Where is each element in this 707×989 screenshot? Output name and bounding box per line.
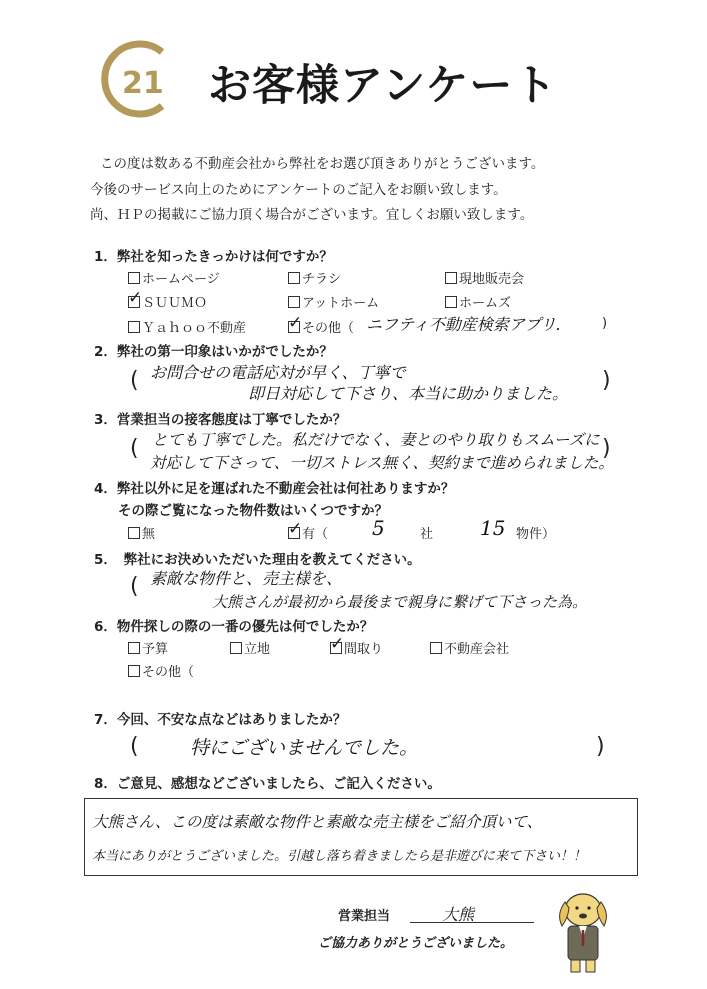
q6-option-floorplan: ✓ 間取り xyxy=(330,634,384,657)
century21-logo-icon xyxy=(98,38,180,120)
q6-option-other: その他（ xyxy=(128,661,194,680)
q2-open-paren: ( xyxy=(130,368,139,393)
staff-name: 大熊 xyxy=(442,905,475,924)
q1-option-open-house: 現地販売会 xyxy=(445,268,524,287)
dog-mascot-icon xyxy=(552,884,614,976)
checkbox[interactable] xyxy=(128,272,140,284)
q4-property-unit: 物件） xyxy=(516,527,556,542)
intro-line-1: この度は数ある不動産会社から弊社をお選び頂きありがとうございます。 xyxy=(100,156,545,172)
q1-close-paren: ) xyxy=(602,316,608,331)
checkbox[interactable] xyxy=(128,665,140,677)
q2-answer-line-1: お問合せの電話応対が早く、丁寧で xyxy=(150,363,406,382)
q3-answer-line-1: とても丁寧でした。私だけでなく、妻とのやり取りもスムーズに xyxy=(152,431,600,449)
q6-option-company: 不動産会社 xyxy=(430,638,509,657)
q1-other-answer: ニフティ不動産検索アプリ． xyxy=(366,315,572,334)
logo-text: 21 xyxy=(122,66,164,101)
q8-question: 8．ご意見、感想などございましたら、ご記入ください。 xyxy=(94,776,441,792)
checkbox[interactable] xyxy=(445,296,457,308)
q1-option-suumo: ✓ ＳＵＵＭＯ xyxy=(128,288,208,311)
q4-option-none: 無 xyxy=(128,523,155,542)
q5-open-paren: ( xyxy=(130,574,139,599)
checkbox[interactable] xyxy=(128,527,140,539)
q6-option-budget: 予算 xyxy=(128,638,168,657)
q3-answer-line-2: 対応して下さって、一切ストレス無く、契約まで進められました。 xyxy=(150,454,614,472)
checkbox-checked[interactable] xyxy=(288,313,303,333)
check-mark-icon: ✓ xyxy=(330,634,345,654)
q7-question: 7．今回、不安な点などはありましたか？ xyxy=(94,712,347,728)
q1-question: 1．弊社を知ったきっかけは何ですか？ xyxy=(94,249,333,265)
q2-answer-line-2: 即日対応して下さり、本当に助かりました。 xyxy=(248,384,569,403)
mascot xyxy=(552,884,614,976)
page-title: お客様アンケート xyxy=(208,61,558,111)
thanks-text: ご協力ありがとうございました。 xyxy=(318,936,514,951)
intro-line-3: 尚、ＨＰの掲載にご協力頂く場合がございます。宜しくお願い致します。 xyxy=(90,207,534,223)
q1-option-other: ✓ その他（ xyxy=(288,313,355,336)
checkbox[interactable] xyxy=(430,642,442,654)
q4-subquestion: その際ご覧になった物件数はいくつですか？ xyxy=(118,503,388,519)
checkbox[interactable] xyxy=(128,642,140,654)
q4-company-unit: 社 xyxy=(420,527,434,542)
checkbox[interactable] xyxy=(128,321,140,333)
q2-question: 2．弊社の第一印象はいかがでしたか？ xyxy=(94,344,333,360)
staff-label: 営業担当 xyxy=(338,909,391,924)
q3-open-paren: ( xyxy=(130,436,139,461)
q1-option-homepage: ホームページ xyxy=(128,268,220,287)
checkbox[interactable] xyxy=(288,296,300,308)
q2-close-paren: ) xyxy=(602,368,611,393)
q3-question: 3．営業担当の接客態度は丁寧でしたか？ xyxy=(94,412,347,428)
q5-question: 5． 弊社にお決めいただいた理由を教えてください。 xyxy=(94,552,421,568)
q4-company-count: 5 xyxy=(372,516,385,540)
q5-answer-line-2: 大熊さんが最初から最後まで親身に繋げて下さった為。 xyxy=(212,593,588,611)
q4-property-count: 15 xyxy=(480,516,506,540)
q5-answer-line-1: 素敵な物件と、売主様を、 xyxy=(150,569,343,588)
check-mark-icon: ✓ xyxy=(288,519,303,539)
checkbox[interactable] xyxy=(230,642,242,654)
q7-open-paren: ( xyxy=(130,734,139,759)
q7-close-paren: ) xyxy=(596,734,605,759)
q4-question: 4．弊社以外に足を運ばれた不動産会社は何社ありますか？ xyxy=(94,481,455,497)
q6-question: 6．物件探しの際の一番の優先は何でしたか？ xyxy=(94,619,374,635)
q1-option-homes: ホームズ xyxy=(445,292,511,311)
q3-close-paren: ) xyxy=(602,436,611,461)
q6-option-location: 立地 xyxy=(230,638,270,657)
check-mark-icon: ✓ xyxy=(288,313,303,333)
checkbox-checked[interactable] xyxy=(288,519,303,539)
checkbox-checked[interactable] xyxy=(128,288,143,308)
q4-option-yes: ✓ 有（ xyxy=(288,519,329,542)
checkbox[interactable] xyxy=(288,272,300,284)
logo xyxy=(98,38,180,120)
checkbox[interactable] xyxy=(445,272,457,284)
q1-option-athome: アットホーム xyxy=(288,292,379,311)
q8-answer-line-1: 大熊さん、この度は素敵な物件と素敵な売主様をご紹介頂いて、 xyxy=(92,813,543,831)
q7-answer: 特にございませんでした。 xyxy=(190,737,419,759)
staff-name-underline xyxy=(410,922,534,923)
checkbox-checked[interactable] xyxy=(330,634,345,654)
q8-answer-line-2: 本当にありがとうございました。引越し落ち着きましたら是非遊びに来て下さい！！ xyxy=(92,849,587,864)
q1-option-yahoo: Ｙａｈｏｏ不動産 xyxy=(128,317,246,336)
check-mark-icon: ✓ xyxy=(128,288,143,308)
q1-option-flyer: チラシ xyxy=(288,268,341,287)
intro-line-2: 今後のサービス向上のためにアンケートのご記入をお願い致します。 xyxy=(90,182,507,198)
